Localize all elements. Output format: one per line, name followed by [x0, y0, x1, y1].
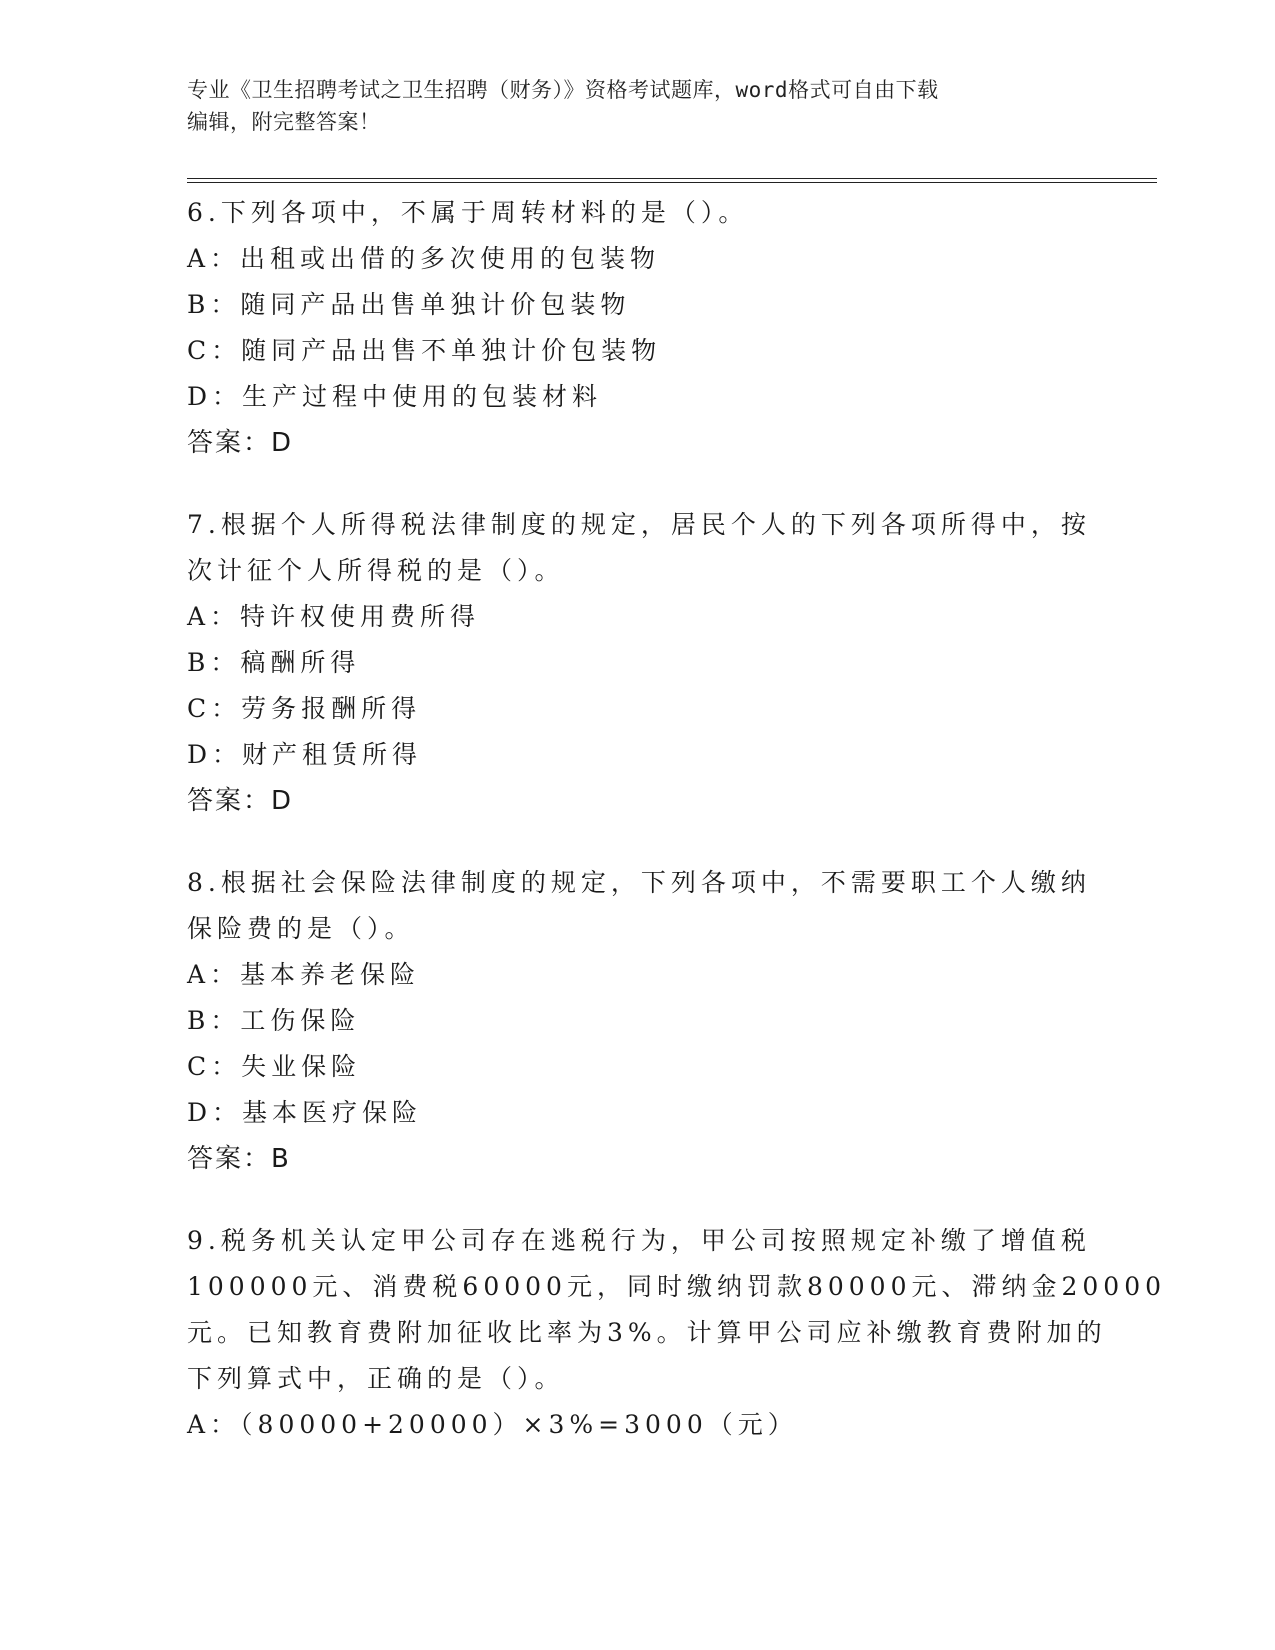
stem-line: 8.根据社会保险法律制度的规定，下列各项中，不需要职工个人缴纳 [187, 868, 1091, 897]
option-c: C：失业保险 [187, 1052, 362, 1081]
header-line-1: 专业《卫生招聘考试之卫生招聘（财务）》资格考试题库，word格式可自由下载 [187, 78, 939, 102]
stem-line: 次计征个人所得税的是（）。 [187, 556, 565, 585]
option-c: C：随同产品出售不单独计价包装物 [187, 336, 662, 365]
stem-line: 7.根据个人所得税法律制度的规定，居民个人的下列各项所得中，按 [187, 510, 1091, 539]
header-line-2: 编辑，附完整答案！ [187, 110, 381, 134]
header-divider-top [187, 178, 1157, 179]
answer: 答案：B [187, 1144, 291, 1174]
stem-line: 6.下列各项中，不属于周转材料的是（）。 [187, 198, 749, 227]
question-7 [187, 502, 1091, 824]
option-d: D：基本医疗保险 [187, 1098, 423, 1127]
question-list [187, 190, 1167, 1484]
stem-line: 9.税务机关认定甲公司存在逃税行为，甲公司按照规定补缴了增值税 [187, 1226, 1091, 1255]
answer: 答案：D [187, 428, 294, 458]
option-b: B：工伤保险 [187, 1006, 361, 1035]
stem-line: 100000元、消费税60000元，同时缴纳罚款80000元、滞纳金20000 [187, 1272, 1167, 1301]
option-a: A：特许权使用费所得 [187, 602, 481, 631]
stem-line: 元。已知教育费附加征收比率为3%。计算甲公司应补缴教育费附加的 [187, 1318, 1107, 1347]
option-b: B：随同产品出售单独计价包装物 [187, 290, 631, 319]
question-stem [187, 860, 1091, 952]
header-divider-bottom [187, 182, 1157, 183]
option-d: D：财产租赁所得 [187, 740, 423, 769]
question-6 [187, 190, 1087, 466]
question-stem [187, 502, 1091, 594]
option-a: A：（80000+20000）×3%=3000（元） [187, 1410, 798, 1439]
option-c: C：劳务报酬所得 [187, 694, 422, 723]
option-a: A：出租或出借的多次使用的包装物 [187, 244, 661, 273]
answer: 答案：D [187, 786, 294, 816]
stem-line: 保险费的是（）。 [187, 914, 415, 943]
option-d: D：生产过程中使用的包装材料 [187, 382, 603, 411]
question-stem [187, 190, 1087, 236]
document-header [187, 74, 1087, 138]
question-stem [187, 1218, 1167, 1402]
option-a: A：基本养老保险 [187, 960, 421, 989]
option-b: B：稿酬所得 [187, 648, 361, 677]
stem-line: 下列算式中，正确的是（）。 [187, 1364, 565, 1393]
question-9 [187, 1218, 1167, 1448]
question-8 [187, 860, 1091, 1182]
